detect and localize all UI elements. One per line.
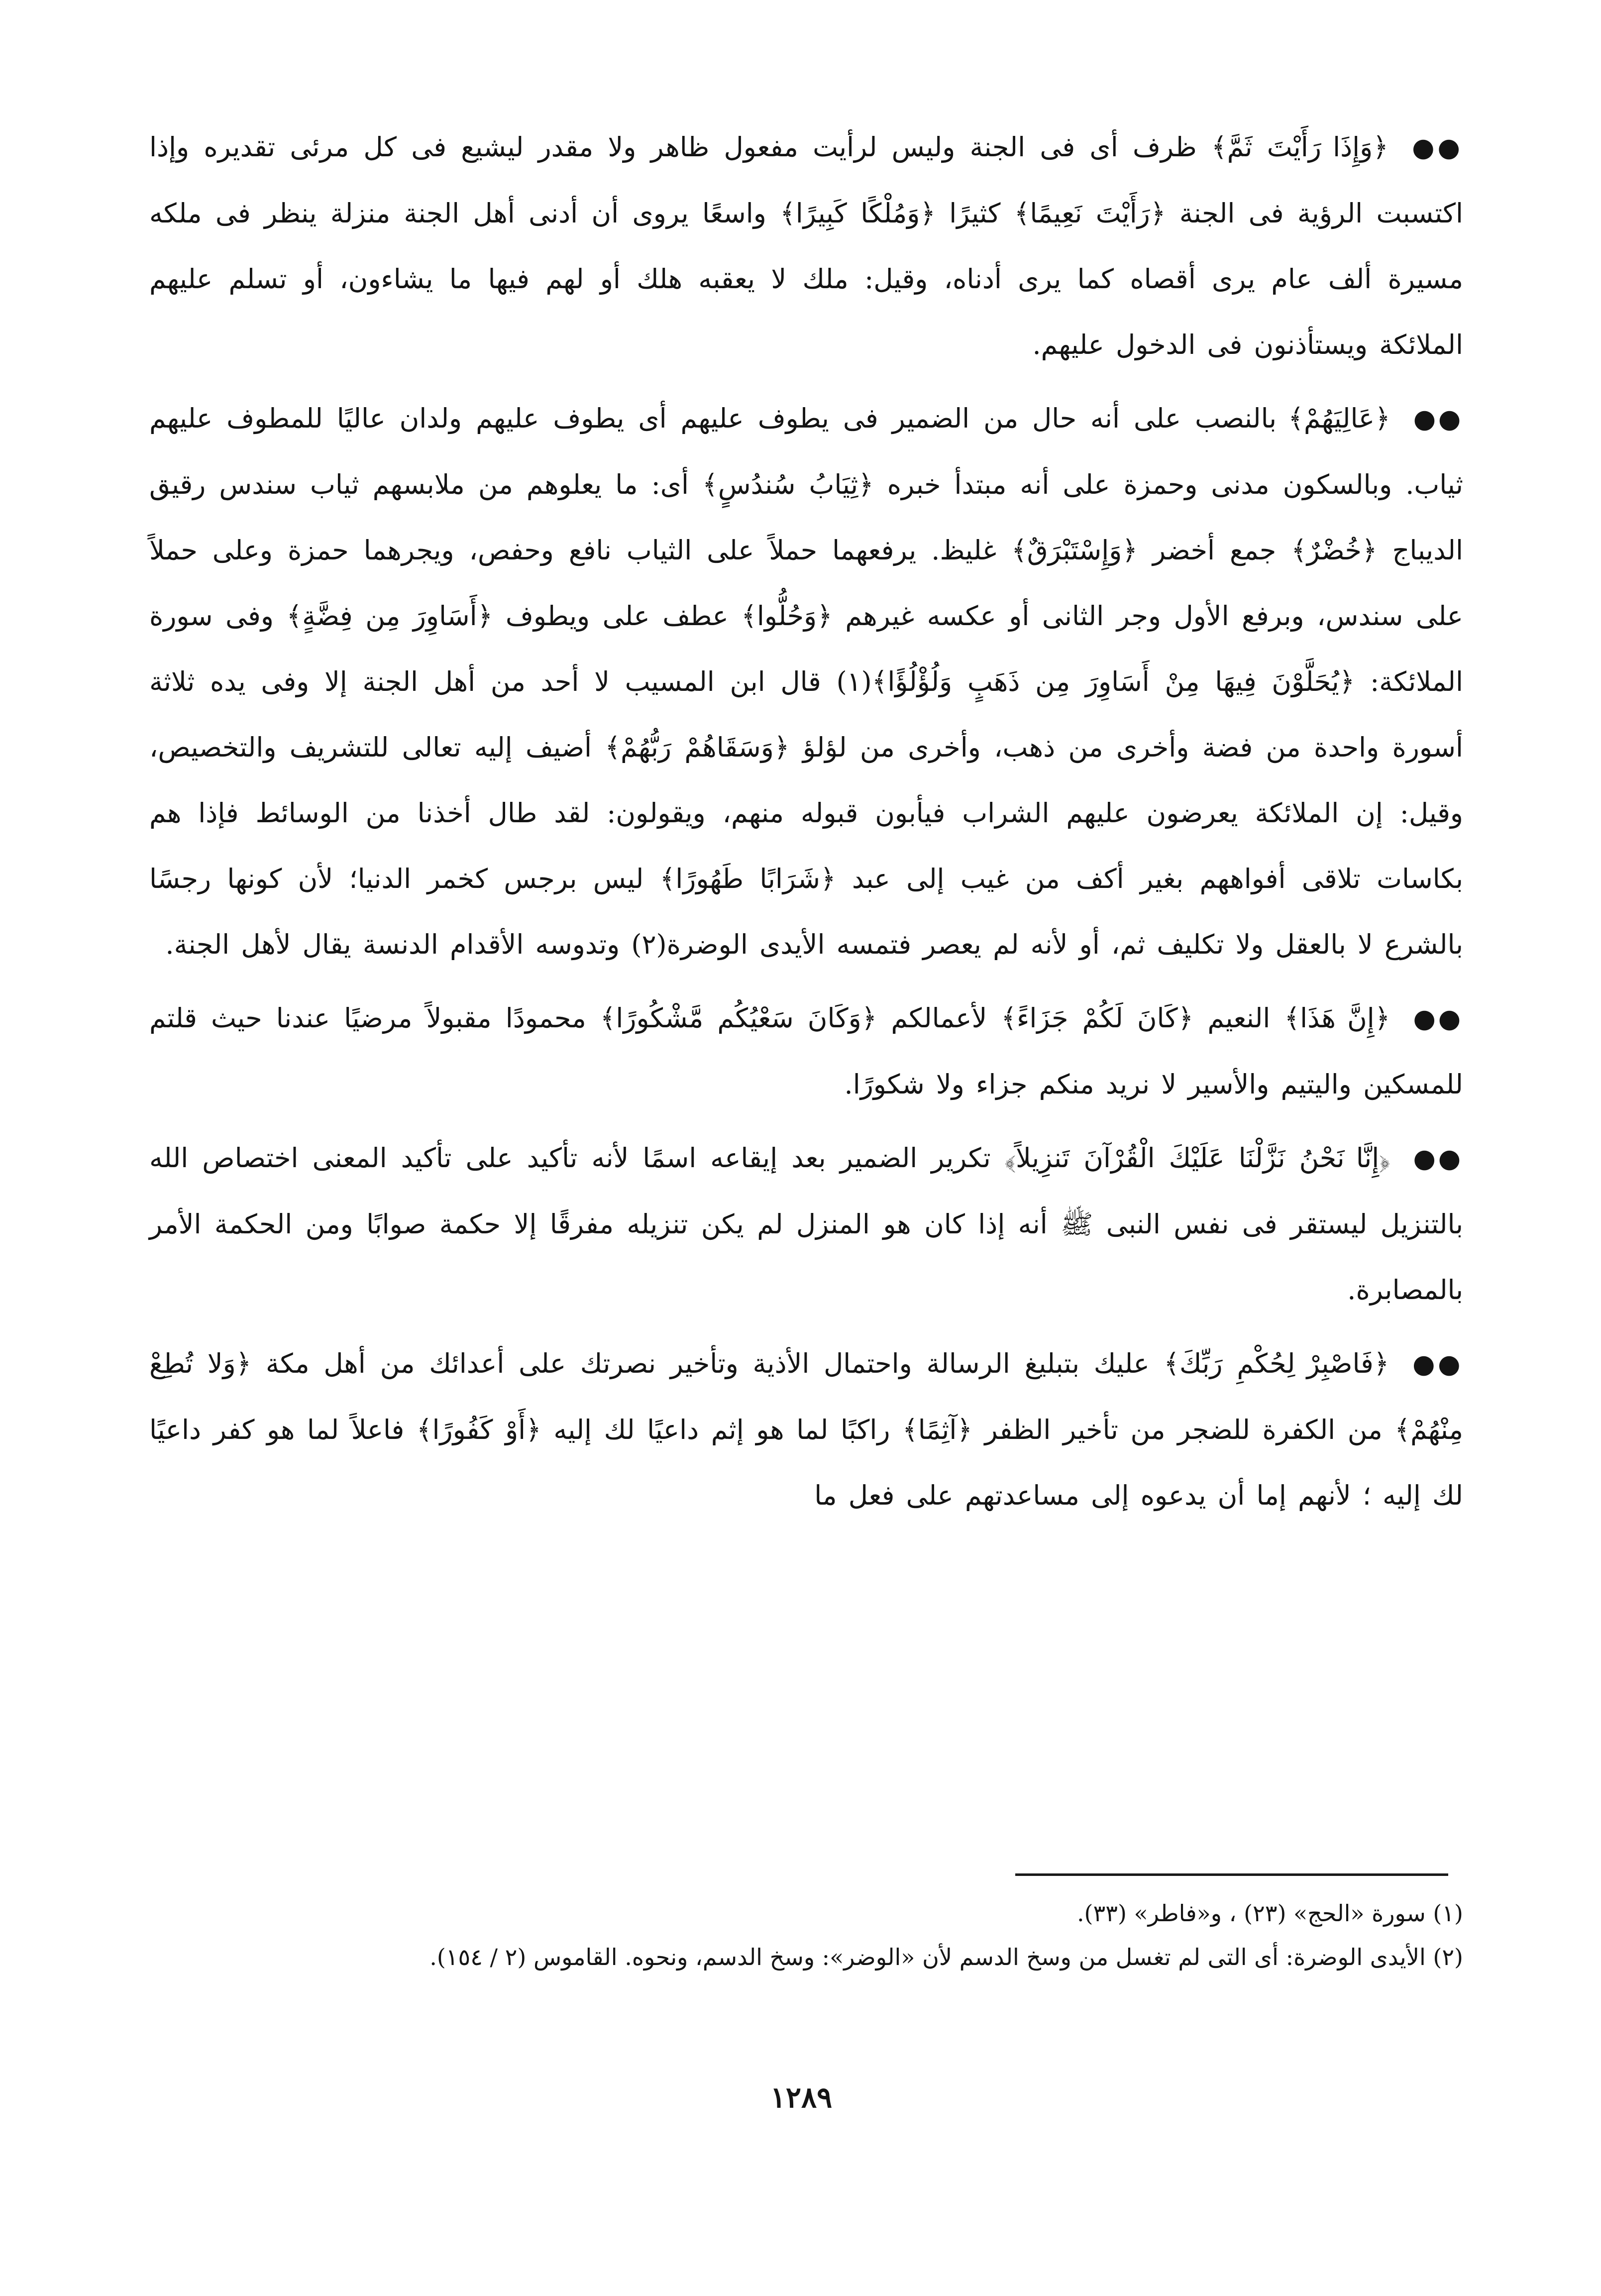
paragraph-1 bbox=[149, 114, 1463, 378]
page-number: ١٢٨٩ bbox=[770, 2080, 833, 2114]
footnotes-section bbox=[149, 1891, 1463, 1979]
footnote-divider bbox=[1015, 1873, 1448, 1876]
paragraph-text: ﴿عَالِيَهُمْ﴾ بالنصب على أنه حال من الضمير فى يطوف عليهم أى يطوف عليهم ولدان عاليًا للمطوف عليهم ثياب. وبالسكون مدنى وحمزة على أنه مبتدأ خبره ﴿ثِيَابُ سُندُسٍ﴾ أى: ما يعلوهم من ملابسهم ثياب سندس رقيق الديباج ﴿خُضْرٌ﴾ جمع أخضر ﴿وَإِسْتَبْرَقٌ﴾ غليظ. يرفعهما حملاً على الثياب نافع وحفص، ويجرهما حمزة وعلى حملاً على سندس، وبرفع الأول وجر الثانى أو عكسه غيرهم ﴿وَحُلُّوا﴾ عطف على ويطوف ﴿أَسَاوِرَ مِن فِضَّةٍ﴾ وفى سورة الملائكة: ﴿يُحَلَّوْنَ فِيهَا مِنْ أَسَاوِرَ مِن ذَهَبٍ وَلُؤْلُؤًا﴾(١) قال ابن المسيب لا أحد من أهل الجنة إلا وفى يده ثلاثة أسورة واحدة من فضة وأخرى من ذهب، وأخرى من لؤلؤ ﴿وَسَقَاهُمْ رَبُّهُمْ﴾ أضيف إليه تعالى للتشريف والتخصيص، وقيل: إن الملائكة يعرضون عليهم الشراب فيأبون قبوله منهم، ويقولون: لقد طال أخذنا من الوسائط فإذا هم بكاسات تلاقى أفواههم بغير أكف من غيب إلى عبد ﴿شَرَابًا طَهُورًا﴾ ليس برجس كخمر الدنيا؛ لأن كونها رجسًا بالشرع لا بالعقل ولا تكليف ثم، أو لأنه لم يعصر فتمسه الأيدى الوضرة(٢) وتدوسه الأقدام الدنسة يقال لأهل الجنة. bbox=[149, 403, 1463, 960]
main-text-body bbox=[149, 114, 1463, 1536]
paragraph-text: ﴿إِنَّ هَذَا﴾ النعيم ﴿كَانَ لَكُمْ جَزَاءً﴾ لأعمالكم ﴿وَكَانَ سَعْيُكُم مَّشْكُورًا﴾ محمودًا مقبولاً مرضيًا عندنا حيث قلتم للمسكين واليتيم والأسير لا نريد منكم جزاء ولا شكورًا. bbox=[149, 1002, 1463, 1100]
paragraph-2 bbox=[149, 386, 1463, 978]
footnote-2: (٢) الأيدى الوضرة: أى التى لم تغسل من وسخ الدسم لأن «الوضر»: وسخ الدسم، ونحوه. القاموس (٢ / ١٥٤). bbox=[429, 1944, 1463, 1970]
paragraph-4 bbox=[149, 1125, 1463, 1323]
paragraph-5 bbox=[149, 1331, 1463, 1529]
footnote-1: (١) سورة «الحج» (٢٣) ، و«فاطر» (٣٣). bbox=[1076, 1900, 1463, 1927]
paragraph-3 bbox=[149, 985, 1463, 1117]
bullet-marker: ●● bbox=[1413, 404, 1464, 434]
paragraph-text: ﴿فَاصْبِرْ لِحُكْمِ رَبِّكَ﴾ عليك بتبليغ الرسالة واحتمال الأذية وتأخير نصرتك على أعدائك من أهل مكة ﴿وَلا تُطِعْ مِنْهُمْ﴾ من الكفرة للضجر من تأخير الظفر ﴿آثِمًا﴾ راكبًا لما هو إثم داعيًا لك إليه ﴿أَوْ كَفُورًا﴾ فاعلاً لما هو كفر داعيًا لك إليه ؛ لأنهم إما أن يدعوه إلى مساعدتهم على فعل ما bbox=[149, 1348, 1463, 1511]
bullet-marker: ●● bbox=[1412, 1349, 1463, 1379]
paragraph-text: ﴿إِنَّا نَحْنُ نَزَّلْنَا عَلَيْكَ الْقُرْآنَ تَنزِيلاً﴾ تكرير الضمير بعد إيقاعه اسمًا لأنه تأكيد على تأكيد المعنى اختصاص الله بالتنزيل ليستقر فى نفس النبى ﷺ أنه إذا كان هو المنزل لم يكن تنزيله مفرقًا إلا حكمة صوابًا ومن الحكمة الأمر بالمصابرة. bbox=[149, 1142, 1463, 1306]
bullet-marker: ●● bbox=[1413, 1143, 1463, 1174]
bullet-marker: ●● bbox=[1413, 1003, 1463, 1034]
bullet-marker: ●● bbox=[1412, 132, 1464, 163]
paragraph-text: ﴿وَإِذَا رَأَيْتَ ثَمَّ﴾ ظرف أى فى الجنة وليس لرأيت مفعول ظاهر ولا مقدر ليشيع فى كل مرئى تقديره وإذا اكتسبت الرؤية فى الجنة ﴿رَأَيْتَ نَعِيمًا﴾ كثيرًا ﴿وَمُلْكًا كَبِيرًا﴾ واسعًا يروى أن أدنى أهل الجنة منزلة ينظر فى ملكه مسيرة ألف عام يرى أقصاه كما يرى أدناه، وقيل: ملك لا يعقبه هلك أو لهم فيها ما يشاءون، أو تسلم عليهم الملائكة ويستأذنون فى الدخول عليهم. bbox=[149, 131, 1463, 360]
